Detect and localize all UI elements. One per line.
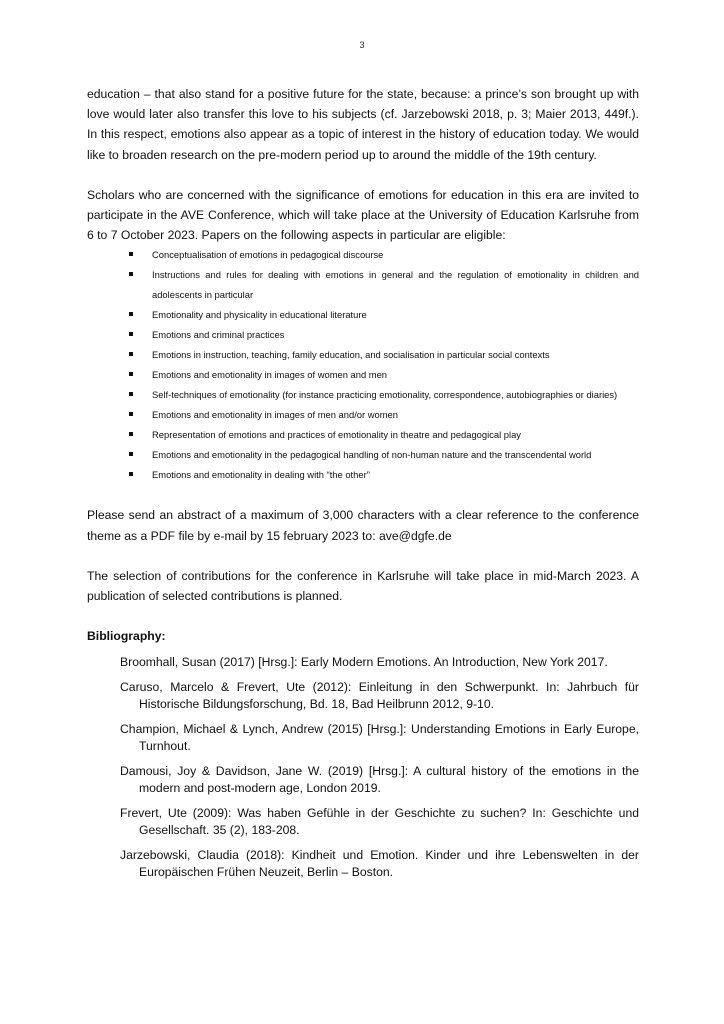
bibliography-heading: Bibliography: [87, 629, 166, 644]
list-item: Emotions and emotionality in images of men and/or women [87, 405, 639, 425]
aspects-list [87, 245, 639, 485]
spacer [87, 646, 639, 654]
page-body [87, 84, 639, 889]
bibliography-entry: Frevert, Ute (2009): Was haben Gefühle in der Geschichte zu suchen? In: Geschichte und Gesellschaft. 35 (2), 183-208. [120, 805, 639, 838]
bibliography-entry: Jarzebowski, Claudia (2018): Kindheit und Emotion. Kinder und ihre Lebenswelten in der Europäischen Frühen Neuzeit, Berlin – Boston. [120, 847, 639, 880]
bullet-icon [129, 452, 133, 456]
bullet-icon [129, 352, 133, 356]
bullet-icon [129, 372, 133, 376]
list-item: Conceptualisation of emotions in pedagogical discourse [87, 245, 639, 265]
bibliography-entry: Champion, Michael & Lynch, Andrew (2015) [Hrsg.]: Understanding Emotions in Early Europe, Turnhout. [120, 721, 639, 754]
bullet-icon [129, 332, 133, 336]
bullet-icon [129, 312, 133, 316]
list-item: Instructions and rules for dealing with emotions in general and the regulation of emotionality in children and adolescents in particular [87, 265, 639, 305]
list-item: Emotions and emotionality in images of women and men [87, 365, 639, 385]
list-item: Emotions and emotionality in the pedagogical handling of non-human nature and the transcendental world [87, 445, 639, 465]
bullet-icon [129, 472, 133, 476]
paragraph-call-for-papers: Scholars who are concerned with the significance of emotions for education in this era are invited to participate in the AVE Conference, which will take place at the University of Education Karlsruhe from 6 to 7 October 2023. Papers on the following aspects in particular are eligible: [87, 187, 639, 243]
bibliography-entry: Broomhall, Susan (2017) [Hrsg.]: Early Modern Emotions. An Introduction, New York 2017. [120, 655, 608, 670]
bullet-icon [129, 252, 133, 256]
spacer [87, 606, 639, 626]
list-item: Representation of emotions and practices of emotionality in theatre and pedagogical play [87, 425, 639, 445]
spacer [87, 546, 639, 566]
list-item: Emotions and emotionality in dealing with “the other” [87, 465, 639, 485]
spacer [87, 485, 639, 505]
page-number: 3 [359, 40, 365, 50]
paragraph-selection: The selection of contributions for the conference in Karlsruhe will take place in mid-March 2023. A publication of selected contributions is planned. [87, 568, 639, 604]
paragraph-intro-continued: education – that also stand for a positive future for the state, because: a prince’s son brought up with love would later also transfer this love to his subjects (cf. Jarzebowski 2018, p. 3; Maier 2013, 449f.). In this respect, emotions also appear as a topic of interest in the history of education today. We would like to broaden research on the pre-modern period up to around the middle of the 19th century. [87, 87, 639, 162]
bullet-icon [129, 412, 133, 416]
spacer [87, 165, 639, 185]
bullet-icon [129, 432, 133, 436]
bibliography-list [87, 654, 639, 882]
bullet-icon [129, 392, 133, 396]
bibliography-entry: Caruso, Marcelo & Frevert, Ute (2012): Einleitung in den Schwerpunkt. In: Jahrbuch für Historische Bildungsforschung, Bd. 18, Bad Heilbrunn 2012, 9-10. [120, 679, 639, 712]
paragraph-abstract-submission: Please send an abstract of a maximum of 3,000 characters with a clear reference to the conference theme as a PDF file by e-mail by 15 february 2023 to: ave@dgfe.de [87, 508, 639, 543]
list-item: Emotions in instruction, teaching, family education, and socialisation in particular social contexts [87, 345, 639, 365]
bullet-icon [129, 272, 133, 276]
list-item: Emotions and criminal practices [87, 325, 639, 345]
list-item: Emotionality and physicality in educational literature [87, 305, 639, 325]
list-item: Self-techniques of emotionality (for instance practicing emotionality, correspondence, autobiographies or diaries) [87, 385, 639, 405]
bibliography-entry: Damousi, Joy & Davidson, Jane W. (2019) [Hrsg.]: A cultural history of the emotions in the modern and post-modern age, London 2019. [120, 763, 639, 796]
